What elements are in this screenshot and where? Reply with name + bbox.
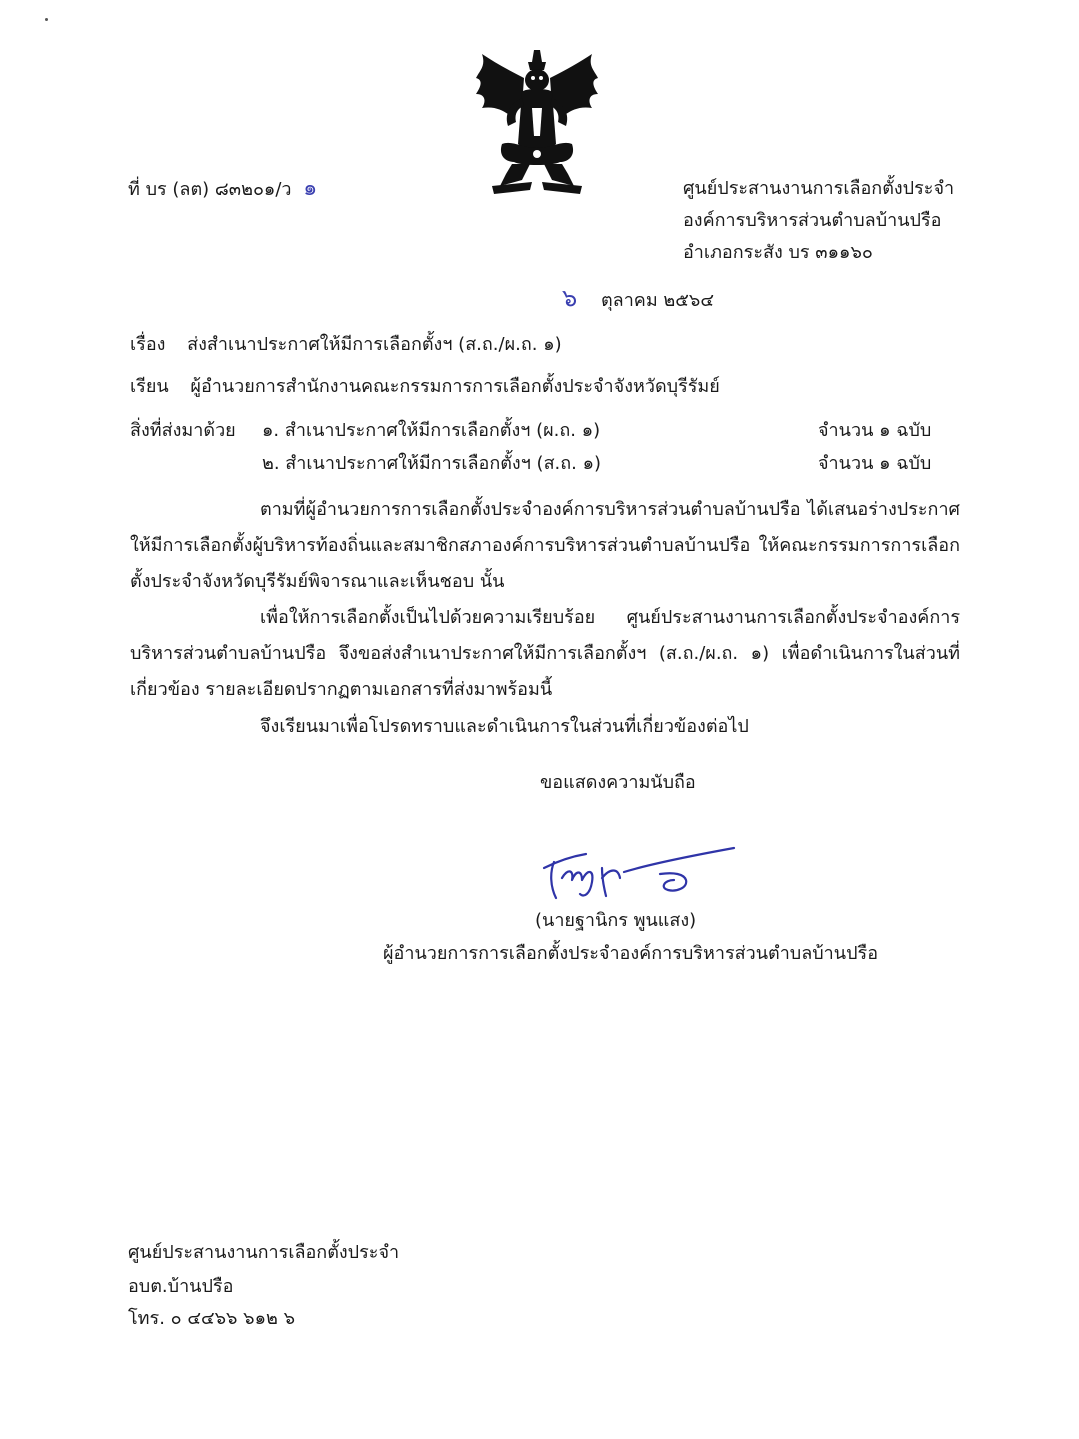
footer-phone: โทร. ๐ ๔๔๖๖ ๖๑๒ ๖	[128, 1308, 296, 1329]
garuda-emblem-icon	[472, 48, 602, 198]
sender-line-3: อำเภอกระสัง บร ๓๑๑๖๐	[683, 242, 873, 263]
body-paragraph-2	[130, 600, 960, 708]
footer-line-2: อบต.บ้านปรือ	[128, 1276, 234, 1297]
recipient-text: ผู้อำนวยการสำนักงานคณะกรรมการการเลือกตั้งประจำจังหวัดบุรีรัมย์	[190, 376, 720, 397]
enclosures-label: สิ่งที่ส่งมาด้วย	[130, 420, 236, 441]
reference-prefix: ที่ บร (ลต) ๘๓๒๐๑/ว	[128, 179, 292, 200]
enclosure-item-1-qty: จำนวน ๑ ฉบับ	[818, 420, 932, 441]
scan-speck	[45, 18, 48, 21]
date-day-handwritten: ๖	[562, 284, 578, 312]
enclosure-item-2-qty: จำนวน ๑ ฉบับ	[818, 453, 932, 474]
recipient-label: เรียน	[130, 376, 169, 397]
body-paragraph-1	[130, 492, 960, 600]
body-paragraph-1-text: ตามที่ผู้อำนวยการการเลือกตั้งประจำองค์การบริหารส่วนตำบลบ้านปรือ ได้เสนอร่างประกาศให้มีการเลือกตั้งผู้บริหารท้องถิ่นและสมาชิกสภาองค์การบริหารส่วนตำบลบ้านปรือ ให้คณะกรรมการการเลือกตั้งประจำจังหวัดบุรีรัมย์พิจารณาและเห็นชอบ นั้น	[130, 499, 960, 592]
reference-number	[128, 176, 317, 202]
date-month-year: ตุลาคม ๒๕๖๔	[600, 290, 714, 311]
reference-handwritten-number: ๑	[303, 176, 318, 201]
footer-line-1: ศูนย์ประสานงานการเลือกตั้งประจำ	[128, 1242, 400, 1263]
subject-label: เรื่อง	[130, 334, 166, 355]
recipient-line	[130, 376, 720, 398]
body-paragraph-3: จึงเรียนมาเพื่อโปรดทราบและดำเนินการในส่วนที่เกี่ยวข้องต่อไป	[260, 716, 749, 737]
letter-date	[562, 284, 714, 313]
body-paragraph-2-text: เพื่อให้การเลือกตั้งเป็นไปด้วยความเรียบร้อย ศูนย์ประสานงานการเลือกตั้งประจำองค์การบริหารส่วนตำบลบ้านปรือ จึงขอส่งสำเนาประกาศให้มีการเลือกตั้งฯ (ส.ถ./ผ.ถ. ๑) เพื่อดำเนินการในส่วนที่เกี่ยวข้อง รายละเอียดปรากฏตามเอกสารที่ส่งมาพร้อมนี้	[130, 607, 960, 700]
enclosure-item-1: ๑. สำเนาประกาศให้มีการเลือกตั้งฯ (ผ.ถ. ๑)	[262, 420, 601, 441]
sender-line-2: องค์การบริหารส่วนตำบลบ้านปรือ	[683, 210, 942, 231]
subject-text: ส่งสำเนาประกาศให้มีการเลือกตั้งฯ (ส.ถ./ผ.ถ. ๑)	[187, 334, 562, 355]
handwritten-signature	[540, 838, 740, 908]
subject-line	[130, 334, 562, 356]
sender-line-1: ศูนย์ประสานงานการเลือกตั้งประจำ	[683, 178, 955, 199]
closing-salutation: ขอแสดงความนับถือ	[540, 772, 696, 793]
signer-title: ผู้อำนวยการการเลือกตั้งประจำองค์การบริหารส่วนตำบลบ้านปรือ	[383, 943, 878, 964]
enclosure-item-2: ๒. สำเนาประกาศให้มีการเลือกตั้งฯ (ส.ถ. ๑)	[262, 453, 602, 474]
signer-name: (นายฐานิกร พูนแสง)	[535, 910, 697, 931]
